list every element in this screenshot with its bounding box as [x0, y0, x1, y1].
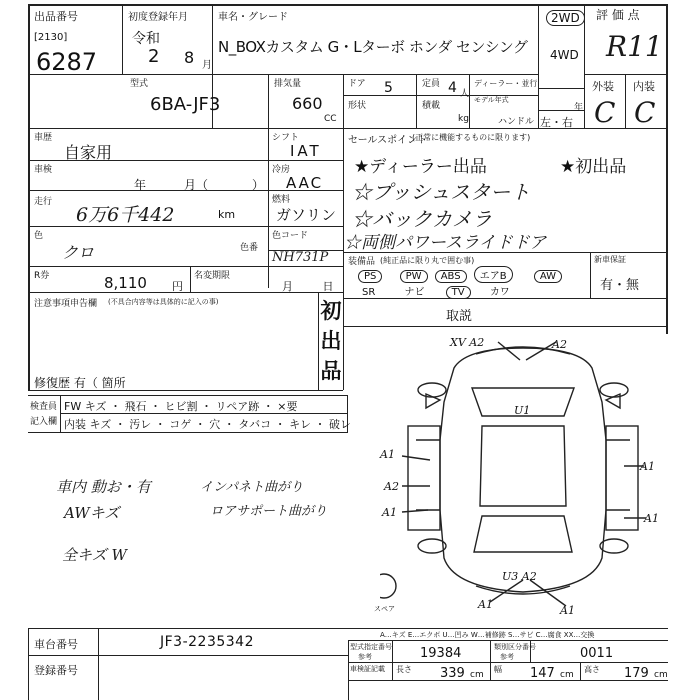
tax-unit: 月 日: [282, 280, 334, 293]
mark-front-left: XV A2: [450, 336, 485, 349]
category-value: 0011: [580, 646, 614, 661]
model-year-label: モデル年式: [474, 96, 509, 104]
history-value: 自家用: [64, 143, 113, 162]
model-label: 型式: [130, 79, 149, 89]
reg-date-label: 初度登録年月: [128, 12, 188, 23]
shift-label: シフト: [272, 133, 300, 143]
dealer-parallel-label: ディーラー・並行: [474, 79, 538, 88]
shift-value: IAT: [290, 142, 322, 160]
sales-line-1: ☆プッシュスタート: [352, 180, 531, 204]
first-listing-vertical: 初出品: [320, 299, 342, 383]
equip-label-sub: (純正品に限り丸で囲む事): [380, 256, 475, 265]
type-no-ref: 参考: [358, 653, 372, 661]
inspector-exterior: FW キズ ・ 飛石 ・ ヒビ割 ・ リペア跡 ・ ×要: [64, 400, 298, 413]
lot-label: 出品番号: [34, 10, 78, 23]
sales-line-3: ☆両側パワースライドドア: [344, 233, 547, 253]
reg-month: 8: [184, 48, 195, 67]
mark-rear-left: A1: [478, 598, 493, 611]
int-label: 内装: [633, 80, 655, 93]
equip-sr: SR: [362, 287, 376, 298]
sales-label: セールスポイント: [348, 135, 428, 146]
equip-row-2: [362, 283, 510, 299]
sales-label-sub: (正常に機能するものに限ります): [412, 133, 531, 142]
sales-line-2: ☆バックカメラ: [352, 207, 492, 231]
cert-label: 車検証記載: [350, 665, 385, 673]
new-warranty-label: 新車保証: [594, 255, 626, 264]
color-label: 色: [34, 231, 44, 241]
inspector-interior: 内装 キズ ・ 汚レ ・ コゲ ・ 穴 ・ タバコ ・ キレ ・ 破レ: [64, 418, 352, 431]
load-unit: kg: [458, 114, 469, 124]
mark-left-mid: A2: [384, 480, 399, 493]
mark-front-right: A2: [552, 338, 567, 351]
width-unit: cm: [560, 670, 574, 680]
ext-grade: C: [594, 96, 616, 129]
shape-label: 形状: [348, 101, 367, 111]
chassis-value: JF3-2235342: [160, 634, 254, 650]
sales-dealer: ★ディーラー出品: [354, 157, 487, 177]
repair-value: 有（ 箇所: [73, 376, 126, 390]
recycle-unit: 円: [172, 280, 183, 293]
reg-year: 2: [148, 46, 160, 67]
handle-label: ハンドル: [498, 117, 535, 127]
capacity-value: 4: [448, 80, 457, 96]
capacity-label: 定員: [422, 79, 441, 89]
inspector-label-2: 記入欄: [30, 417, 58, 427]
hand-note-1: 車内 動お・有: [56, 478, 151, 496]
mileage-value: 6万6千442: [76, 204, 175, 226]
door-label: ドア: [348, 79, 366, 89]
lot-sub: [2130]: [34, 32, 68, 43]
capacity-unit: 人: [460, 89, 470, 99]
mileage-label: 走行: [34, 197, 53, 207]
handle-value: 左・右: [540, 116, 573, 129]
color-no-value: NH731P: [272, 250, 329, 265]
ac-label: 冷房: [272, 165, 291, 175]
length-value: 339: [440, 666, 465, 681]
sales-first: ★初出品: [560, 157, 627, 177]
mileage-unit: km: [218, 208, 236, 221]
hand-note-3: インパネト曲がり: [200, 480, 304, 495]
height-unit: cm: [654, 670, 668, 680]
inspection-paren: ）: [252, 178, 265, 192]
tax-label: 名変期限: [194, 271, 231, 281]
registration-label: 登録番号: [34, 664, 78, 677]
grade-label: 評 価 点: [596, 8, 640, 22]
accessory-label: 取説: [446, 309, 473, 324]
equip-pw: PW: [400, 270, 428, 283]
mark-right-rear: A1: [644, 512, 659, 525]
mark-left-rear: A1: [382, 506, 397, 519]
lot-number: 6287: [36, 48, 98, 76]
color-no-label: 色番: [240, 243, 259, 253]
inspector-label-1: 検査員: [30, 402, 58, 412]
drive-2wd: 2WD: [546, 10, 585, 26]
fuel-value: ガソリン: [276, 206, 337, 224]
mark-left-front-door: A1: [380, 448, 395, 461]
mark-rear: U3 A2: [502, 570, 537, 583]
equip-aw: AW: [534, 270, 562, 283]
hand-note-2: AWキズ: [64, 504, 120, 522]
grade-value: R11: [606, 30, 663, 63]
inspection-year-unit: 年: [134, 178, 147, 192]
model-year-unit: 年: [574, 103, 584, 113]
type-no-value: 19384: [420, 646, 462, 661]
equip-ps: PS: [358, 270, 382, 283]
recycle-label: R券: [34, 271, 50, 281]
inspection-month-unit: 月（: [184, 178, 209, 192]
load-label: 積載: [422, 101, 441, 111]
repair-history: [34, 374, 126, 391]
length-label: 長さ: [396, 665, 412, 674]
displacement-unit: CC: [324, 114, 337, 124]
height-value: 179: [624, 666, 649, 681]
recycle-value: 8,110: [104, 274, 147, 292]
equip-navi: ナビ: [404, 287, 425, 298]
equip-abs: ABS: [435, 270, 467, 283]
equip-leather: カワ: [489, 287, 510, 298]
drive-4wd: 4WD: [550, 48, 579, 62]
color-value: クロ: [62, 243, 95, 262]
equip-tv: TV: [446, 286, 471, 299]
hand-note-4: ロアサポート曲がり: [210, 504, 328, 519]
notes-label: 注意事項申告欄: [34, 299, 98, 309]
displacement-label: 排気量: [274, 79, 302, 89]
era: 令和: [132, 31, 160, 47]
length-unit: cm: [470, 670, 484, 680]
new-warranty-value: 有・無: [600, 278, 640, 293]
equip-label: 装備品: [348, 257, 376, 267]
hand-note-5: 全キズ W: [62, 546, 127, 564]
mark-roof: U1: [514, 404, 531, 417]
ext-label: 外装: [592, 80, 614, 93]
diagram-legend: A…キズ E…エクボ U…凹み W…補修跡 S…サビ C…腐食 XX…交換: [380, 631, 595, 639]
type-no-label: 型式指定番号: [350, 643, 392, 651]
category-label: 類別区分番号: [494, 643, 536, 651]
fuel-label: 燃料: [272, 195, 291, 205]
width-value: 147: [530, 666, 555, 681]
chassis-label: 車台番号: [34, 638, 78, 651]
int-grade: C: [634, 96, 656, 129]
history-label: 車歴: [34, 133, 53, 143]
inspection-label: 車検: [34, 165, 53, 175]
displacement-value: 660: [292, 94, 323, 113]
model-value: 6BA-JF3: [150, 94, 221, 115]
mark-right-front: A1: [640, 460, 655, 473]
car-name: N_BOXカスタム G・Lターボ ホンダ センシング: [218, 38, 528, 56]
door-value: 5: [384, 80, 393, 96]
category-ref: 参考: [500, 653, 514, 661]
width-label: 幅: [494, 665, 502, 674]
spare-label: スペア: [374, 605, 395, 613]
height-label: 高さ: [584, 665, 600, 674]
repair-label: 修復歴: [34, 376, 71, 390]
equip-row-1: [356, 266, 564, 283]
mark-rear-right: A1: [560, 604, 575, 617]
notes-sub: (不具合内容等は具体的に記入の事): [108, 298, 219, 306]
car-label: 車名・グレード: [218, 12, 288, 23]
reg-month-unit: 月: [202, 60, 212, 71]
ac-value: AAC: [286, 174, 324, 192]
color-code-label: 色コード: [272, 231, 309, 241]
equip-airbag: エアB: [474, 266, 513, 283]
